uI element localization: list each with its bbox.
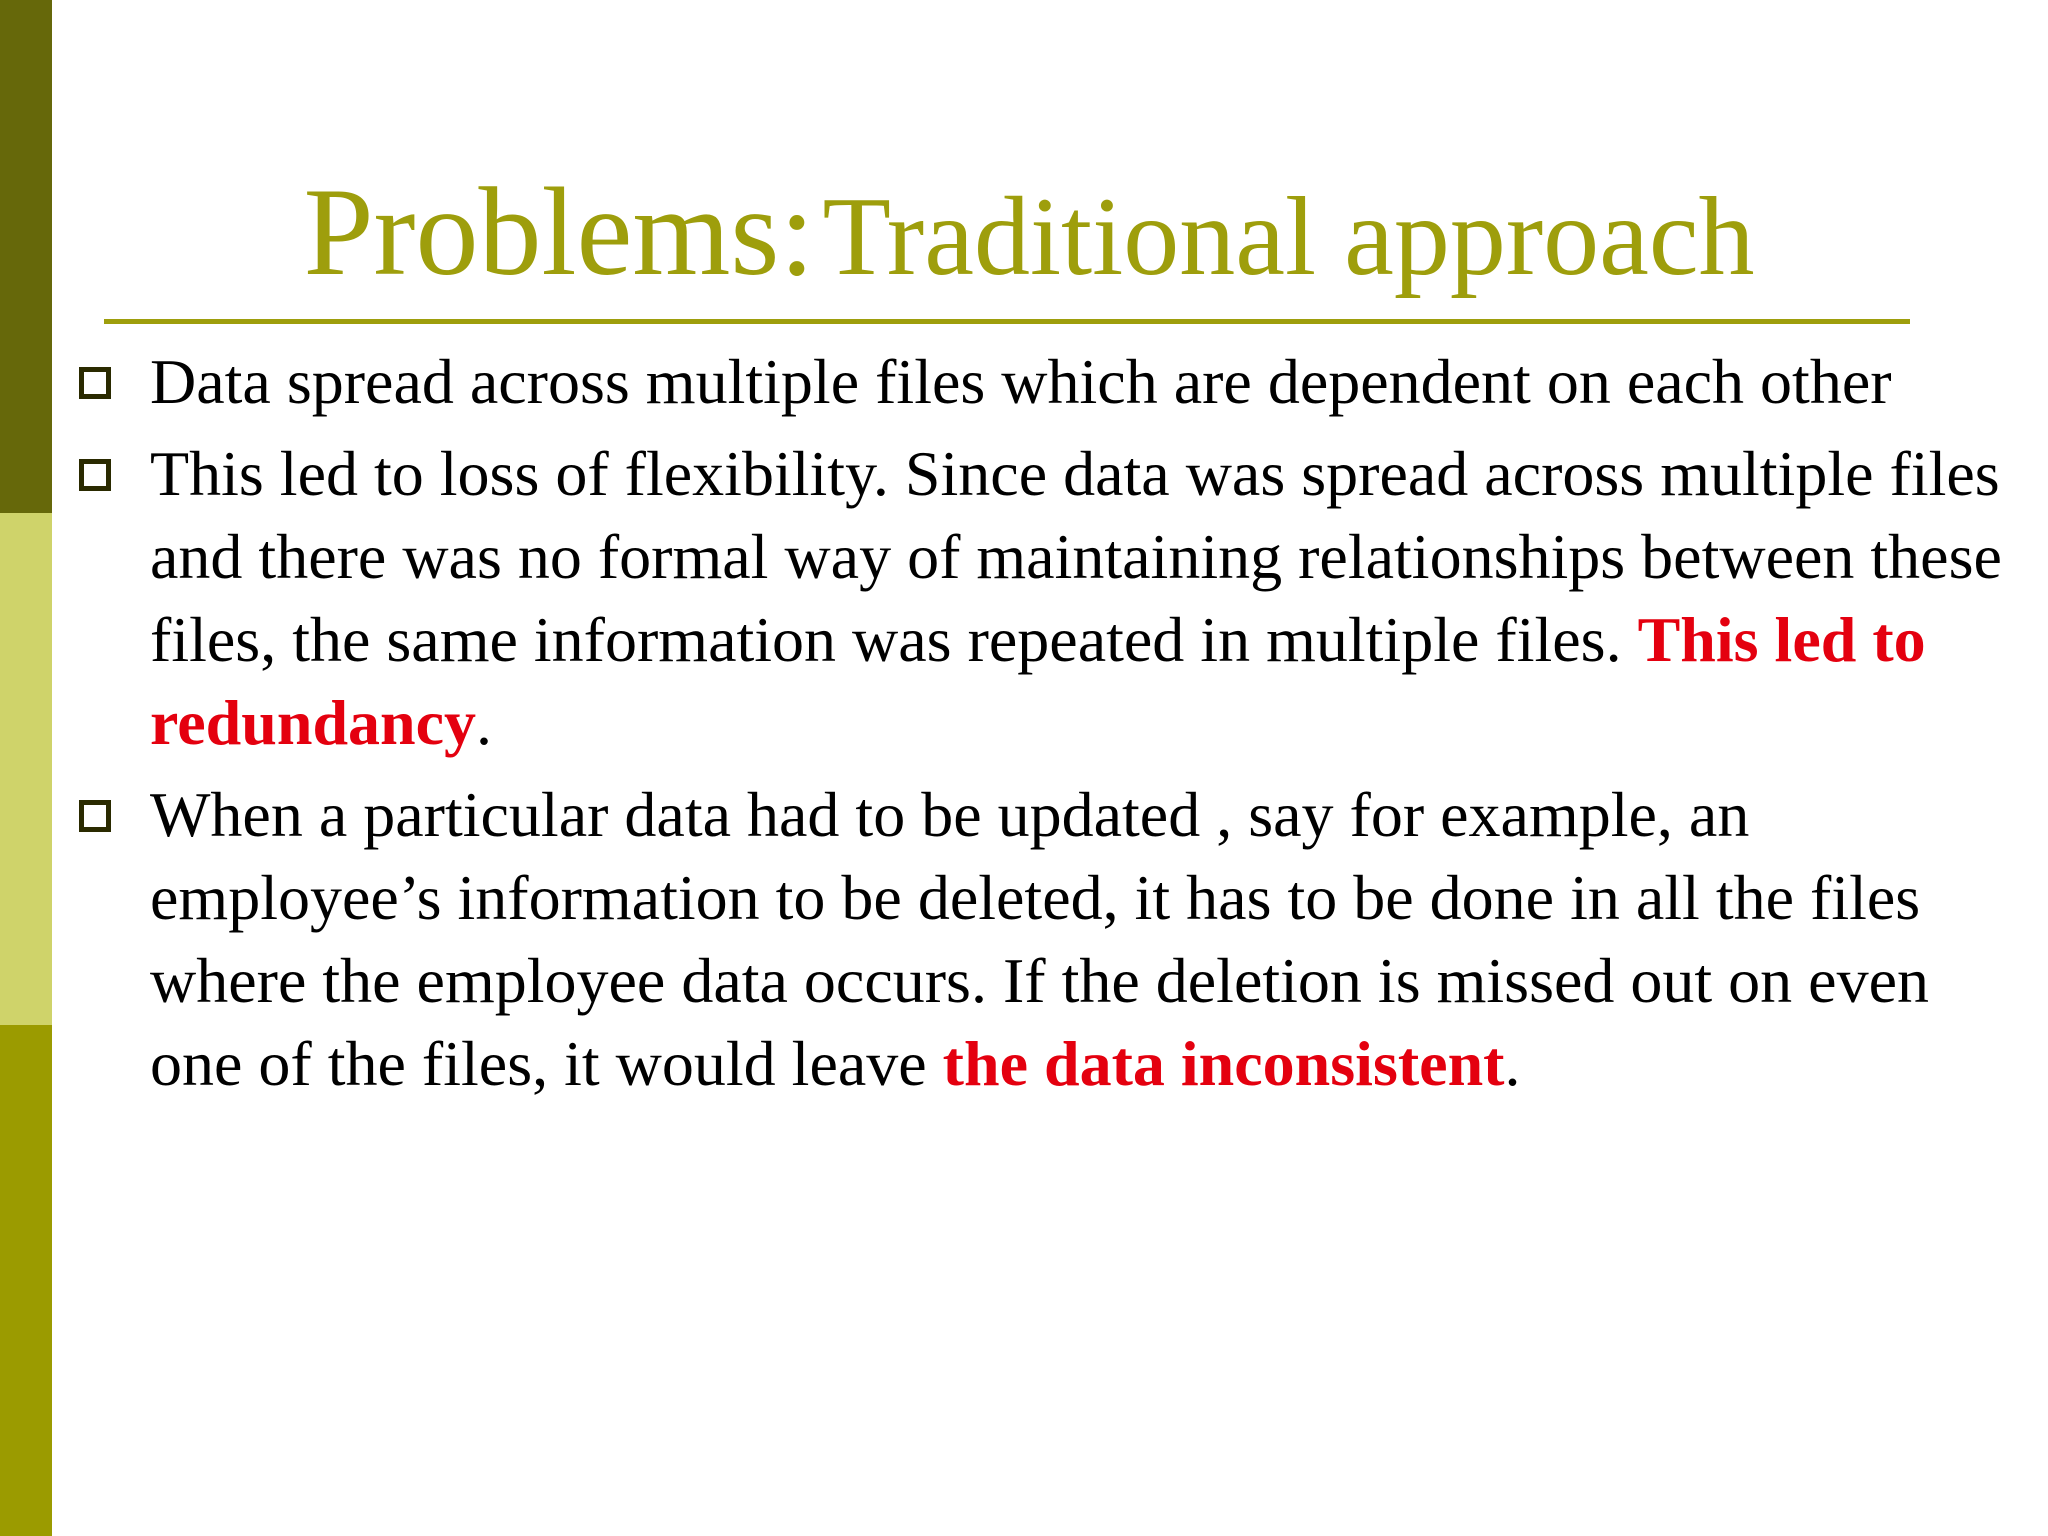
slide-title-main: Problems: <box>303 163 815 302</box>
bullet-text-end: . <box>1504 1028 1521 1099</box>
bullet-highlight: This led to redundancy <box>150 604 1926 758</box>
bullet-item-2 <box>0 432 2048 764</box>
slide-title-sub: Traditional approach <box>822 175 1755 299</box>
bullet-list <box>0 340 2048 1114</box>
bullet-text-end: . <box>476 687 493 758</box>
bullet-highlight: the data inconsistent <box>942 1028 1505 1099</box>
bullet-item-1 <box>0 340 2048 423</box>
bullet-text: This led to loss of flexibility. Since data was spread across multiple files and there was no formal way of maintaining relationships between these files, the same information was repeated in multiple files. <box>150 438 2002 675</box>
square-bullet-icon <box>79 367 111 399</box>
bullet-text: When a particular data had to be updated , say for example, an employee’s information to be deleted, it has to be done in all the files where the employee data occurs. If the deletion is missed out on even one of the files, it would leave <box>150 779 1929 1099</box>
square-bullet-icon <box>79 459 111 491</box>
slide-title <box>104 163 1954 302</box>
square-bullet-icon <box>79 800 111 832</box>
bullet-text: Data spread across multiple files which are dependent on each other <box>150 346 1892 417</box>
bullet-item-3 <box>0 773 2048 1105</box>
title-underline <box>104 319 1910 324</box>
